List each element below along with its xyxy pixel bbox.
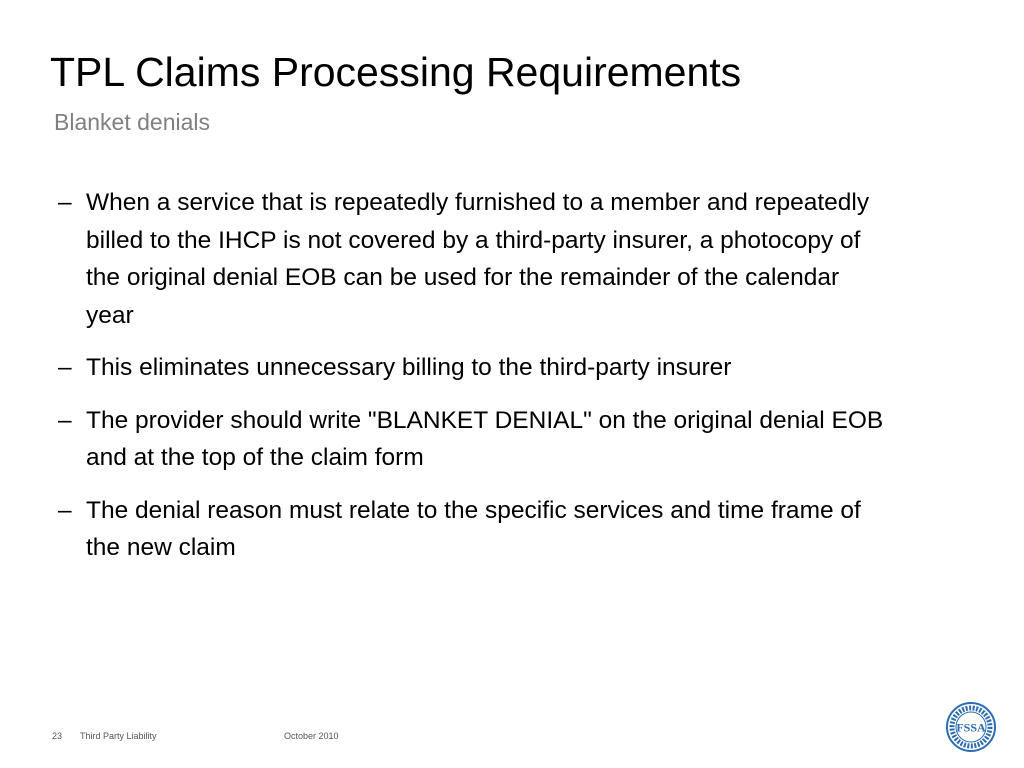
bullet-item: [58, 184, 888, 334]
footer-date: October 2010: [284, 731, 339, 741]
bullet-text: When a service that is repeatedly furnished to a member and repeatedly billed to the IHCP is not covered by a third-party insurer, a photocopy of the original denial EOB can be used for the remainder of the calendar year: [86, 189, 870, 329]
bullet-item: [58, 349, 888, 387]
slide-subtitle: Blanket denials: [54, 109, 210, 135]
bullet-item: [58, 492, 888, 567]
bullet-marker: –: [58, 406, 72, 434]
footer-section-label: Third Party Liability: [80, 731, 157, 741]
bullet-marker: –: [58, 354, 72, 381]
slide-title: TPL Claims Processing Requirements: [50, 49, 742, 95]
svg-text:FSSA: FSSA: [956, 720, 986, 735]
fssa-seal-icon: [946, 702, 996, 752]
bullet-text: The provider should write "BLANKET DENIAL" on the original denial EOB and at the top of the claim form: [86, 406, 884, 471]
bullet-marker: –: [58, 496, 72, 524]
bullet-text: The denial reason must relate to the specific services and time frame of the new claim: [86, 496, 861, 561]
bullet-text: This eliminates unnecessary billing to the third-party insurer: [86, 354, 732, 381]
bullet-item: [58, 402, 888, 477]
bullet-list: [58, 184, 888, 582]
bullet-marker: –: [58, 189, 72, 216]
footer-page-number: 23: [52, 731, 63, 741]
